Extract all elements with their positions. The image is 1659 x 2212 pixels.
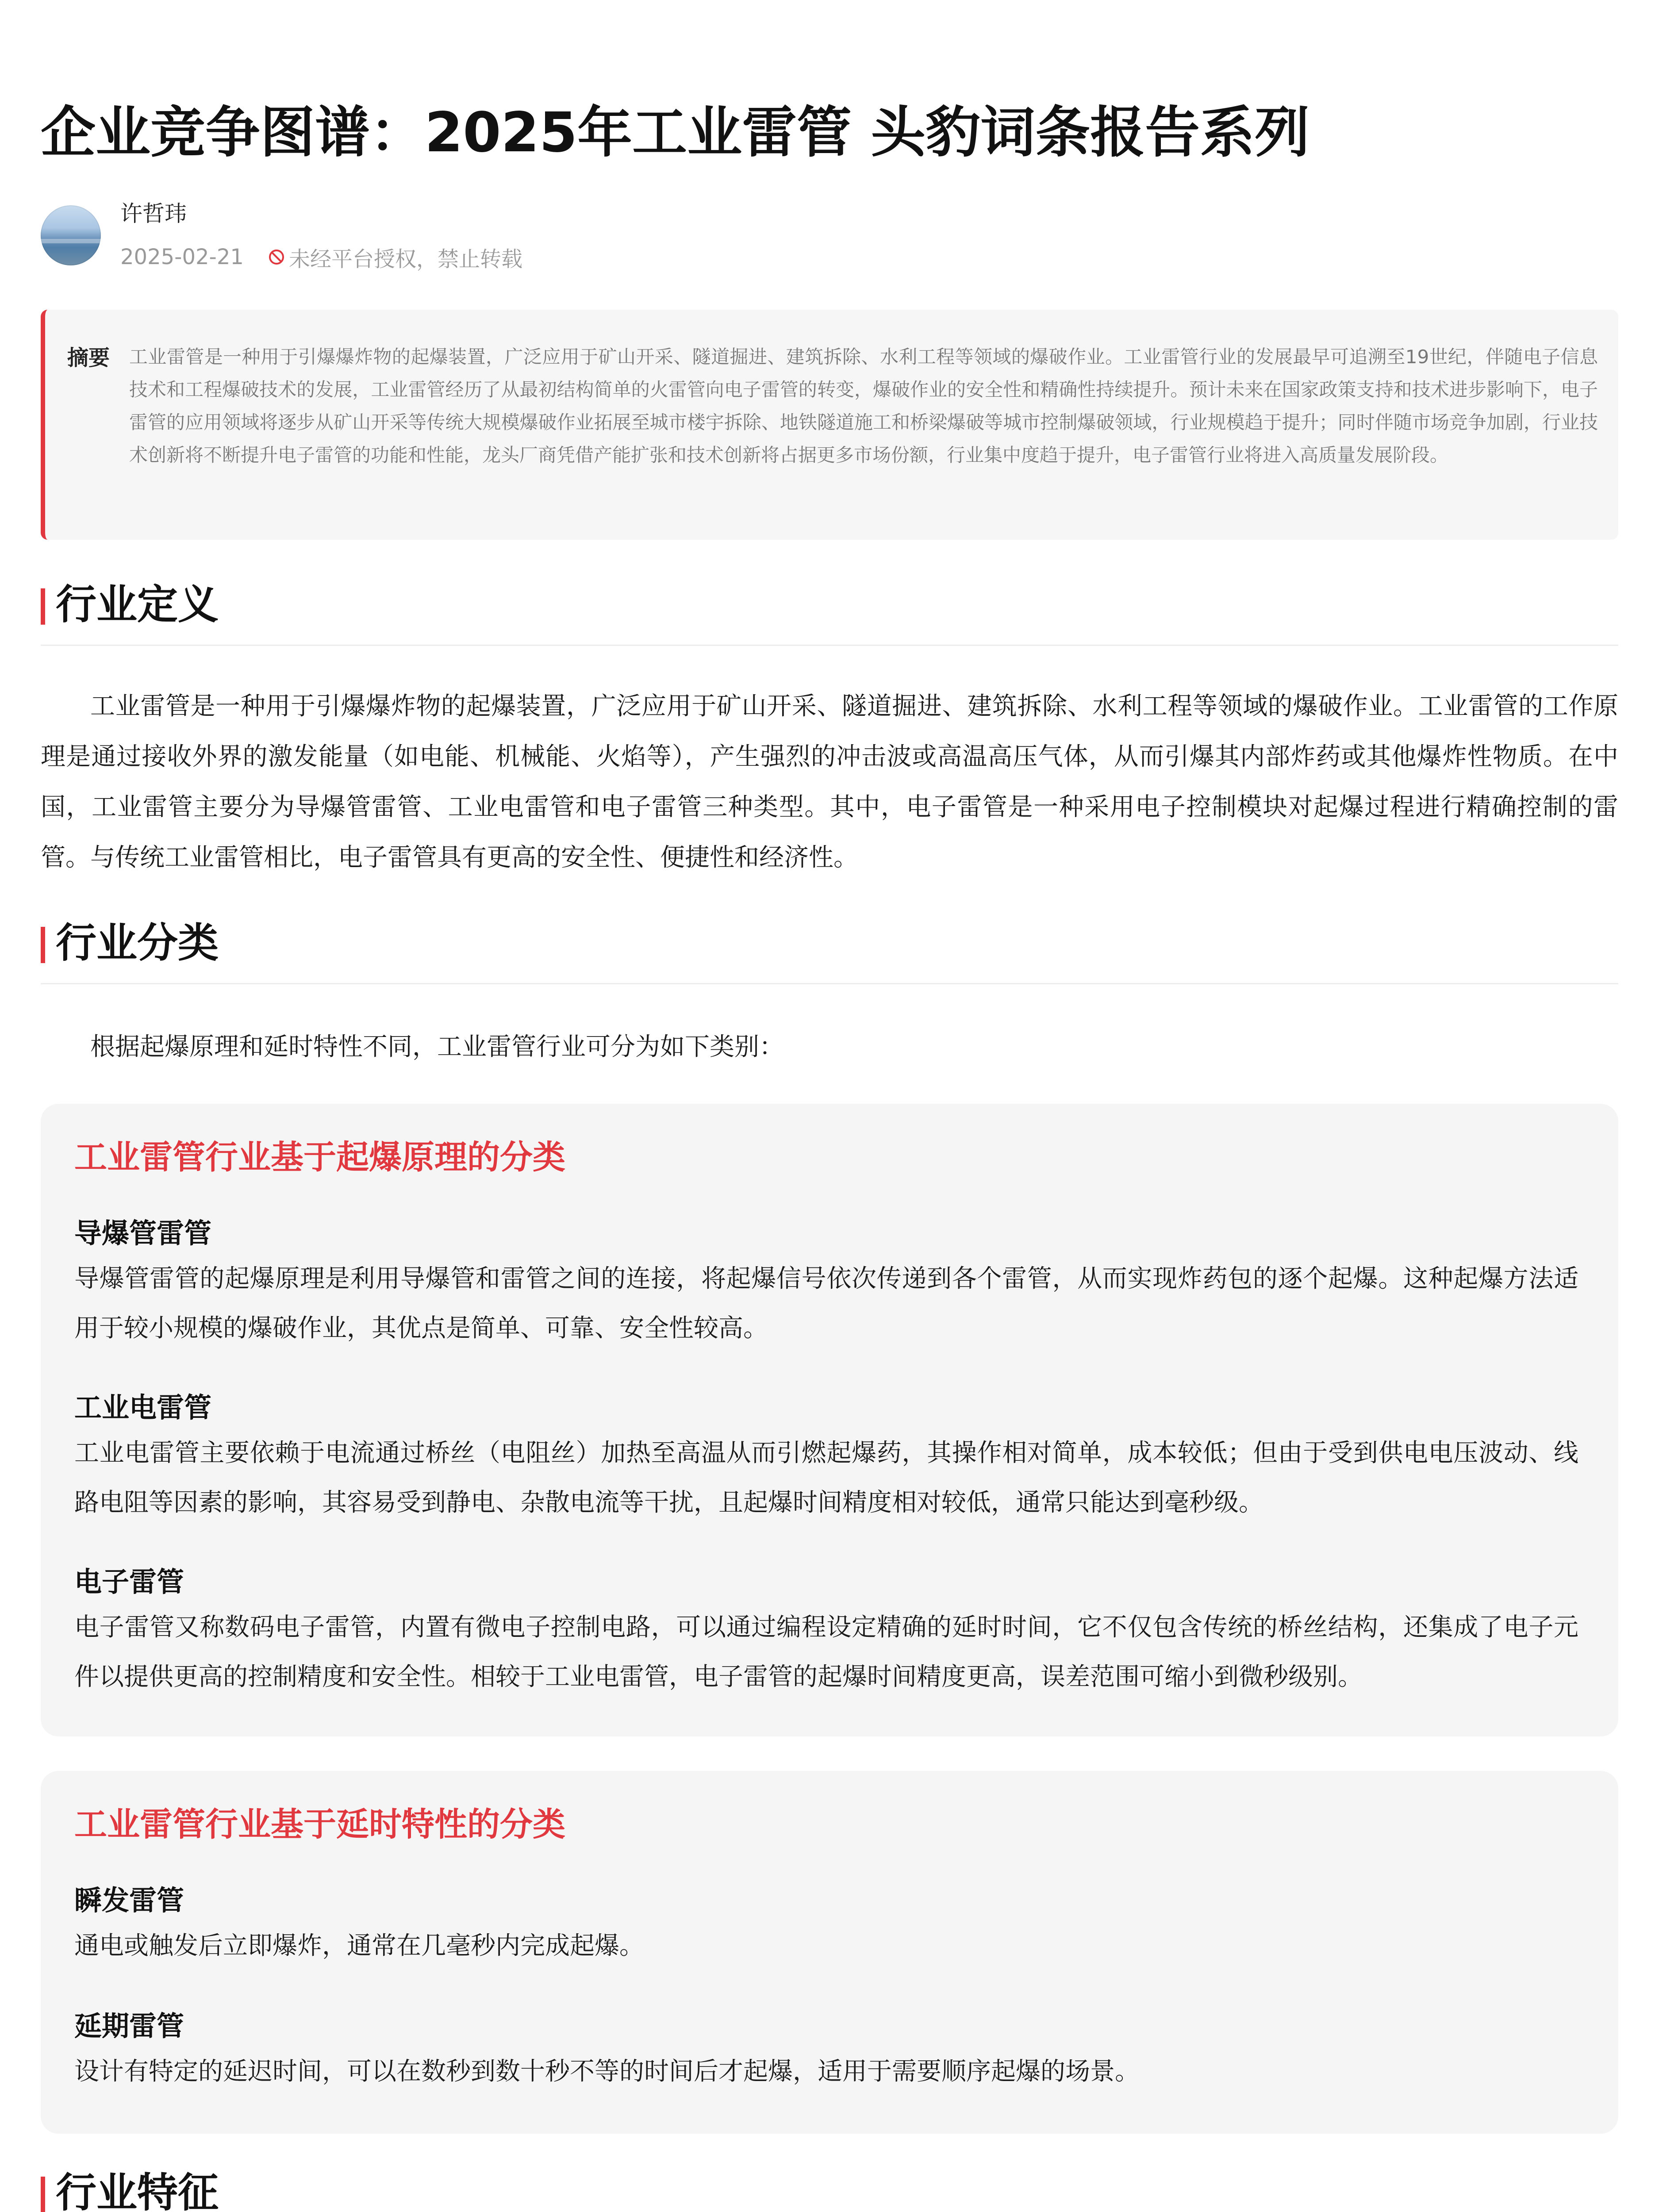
item-title: 瞬发雷管: [74, 1884, 184, 1916]
section-title: 行业定义: [56, 581, 219, 628]
section-accent-bar: [41, 927, 45, 963]
section-heading-classification: [41, 909, 1618, 984]
item-title: 导爆管雷管: [74, 1217, 212, 1249]
section-accent-bar: [41, 588, 45, 625]
item-title: 工业电雷管: [74, 1391, 212, 1424]
item-text: 设计有特定的延迟时间，可以在数秒到数十秒不等的时间后才起爆，适用于需要顺序起爆的场景。: [74, 2057, 1140, 2086]
card-title: 工业雷管行业基于延时特性的分类: [74, 1805, 565, 1843]
abstract-box: [41, 310, 1618, 540]
classification-card-principle: [41, 1104, 1618, 1736]
classification-intro: 根据起爆原理和延时特性不同，工业雷管行业可分为如下类别：: [90, 1033, 784, 1061]
section-heading-definition: [41, 571, 1618, 646]
classification-card-delay: [41, 1771, 1618, 2134]
item-text: 导爆管雷管的起爆原理是利用导爆管和雷管之间的连接，将起爆信号依次传递到各个雷管，从而实现炸药包的逐个起爆。这种起爆方法适用于较小规模的爆破作业，其优点是简单、可靠、安全性较高。: [74, 1264, 1578, 1343]
copyright-notice: 未经平台授权，禁止转载: [288, 246, 522, 272]
section-title: 行业特征: [56, 2169, 219, 2212]
item-text: 工业电雷管主要依赖于电流通过桥丝（电阻丝）加热至高温从而引燃起爆药，其操作相对简单，成本较低；但由于受到供电电压波动、线路电阻等因素的影响，其容易受到静电、杂散电流等干扰，且起爆时间精度相对较低，通常只能达到毫秒级。: [74, 1439, 1578, 1517]
section-heading-features: [41, 2159, 1618, 2212]
publish-date: 2025-02-21: [120, 245, 244, 269]
item-title: 电子雷管: [74, 1566, 184, 1598]
forbidden-icon: [268, 248, 285, 266]
section-title: 行业分类: [56, 919, 219, 967]
card-title: 工业雷管行业基于起爆原理的分类: [74, 1138, 565, 1176]
author-avatar[interactable]: [41, 205, 101, 265]
section-accent-bar: [41, 2177, 45, 2212]
definition-paragraph: 工业雷管是一种用于引爆爆炸物的起爆装置，广泛应用于矿山开采、隧道掘进、建筑拆除、水利工程等领域的爆破作业。工业雷管的工作原理是通过接收外界的激发能量（如电能、机械能、火焰等），产生强烈的冲击波或高温高压气体，从而引爆其内部炸药或其他爆炸性物质。在中国，工业雷管主要分为导爆管雷管、工业电雷管和电子雷管三种类型。其中，电子雷管是一种采用电子控制模块对起爆过程进行精确控制的雷管。与传统工业雷管相比，电子雷管具有更高的安全性、便捷性和经济性。: [41, 692, 1618, 872]
page-title: 企业竞争图谱：2025年工业雷管 头豹词条报告系列: [41, 101, 1310, 165]
item-text: 通电或触发后立即爆炸，通常在几毫秒内完成起爆。: [74, 1932, 644, 1960]
abstract-label: 摘要: [67, 346, 110, 370]
item-title: 延期雷管: [74, 2010, 184, 2042]
author-name[interactable]: 许哲玮: [120, 201, 187, 227]
item-text: 电子雷管又称数码电子雷管，内置有微电子控制电路，可以通过编程设定精确的延时时间，它不仅包含传统的桥丝结构，还集成了电子元件以提供更高的控制精度和安全性。相较于工业电雷管，电子雷管的起爆时间精度更高，误差范围可缩小到微秒级别。: [74, 1613, 1578, 1691]
abstract-text: 工业雷管是一种用于引爆爆炸物的起爆装置，广泛应用于矿山开采、隧道掘进、建筑拆除、水利工程等领域的爆破作业。工业雷管行业的发展最早可追溯至19世纪，伴随电子信息技术和工程爆破技术的发展，工业雷管经历了从最初结构简单的火雷管向电子雷管的转变，爆破作业的安全性和精确性持续提升。预计未来在国家政策支持和技术进步影响下，电子雷管的应用领域将逐步从矿山开采等传统大规模爆破作业拓展至城市楼宇拆除、地铁隧道施工和桥梁爆破等城市控制爆破领域，行业规模趋于提升；同时伴随市场竞争加剧，行业技术创新将不断提升电子雷管的功能和性能，龙头厂商凭借产能扩张和技术创新将占据更多市场份额，行业集中度趋于提升，电子雷管行业将进入高质量发展阶段。: [129, 346, 1598, 466]
meta-row: [120, 242, 522, 272]
